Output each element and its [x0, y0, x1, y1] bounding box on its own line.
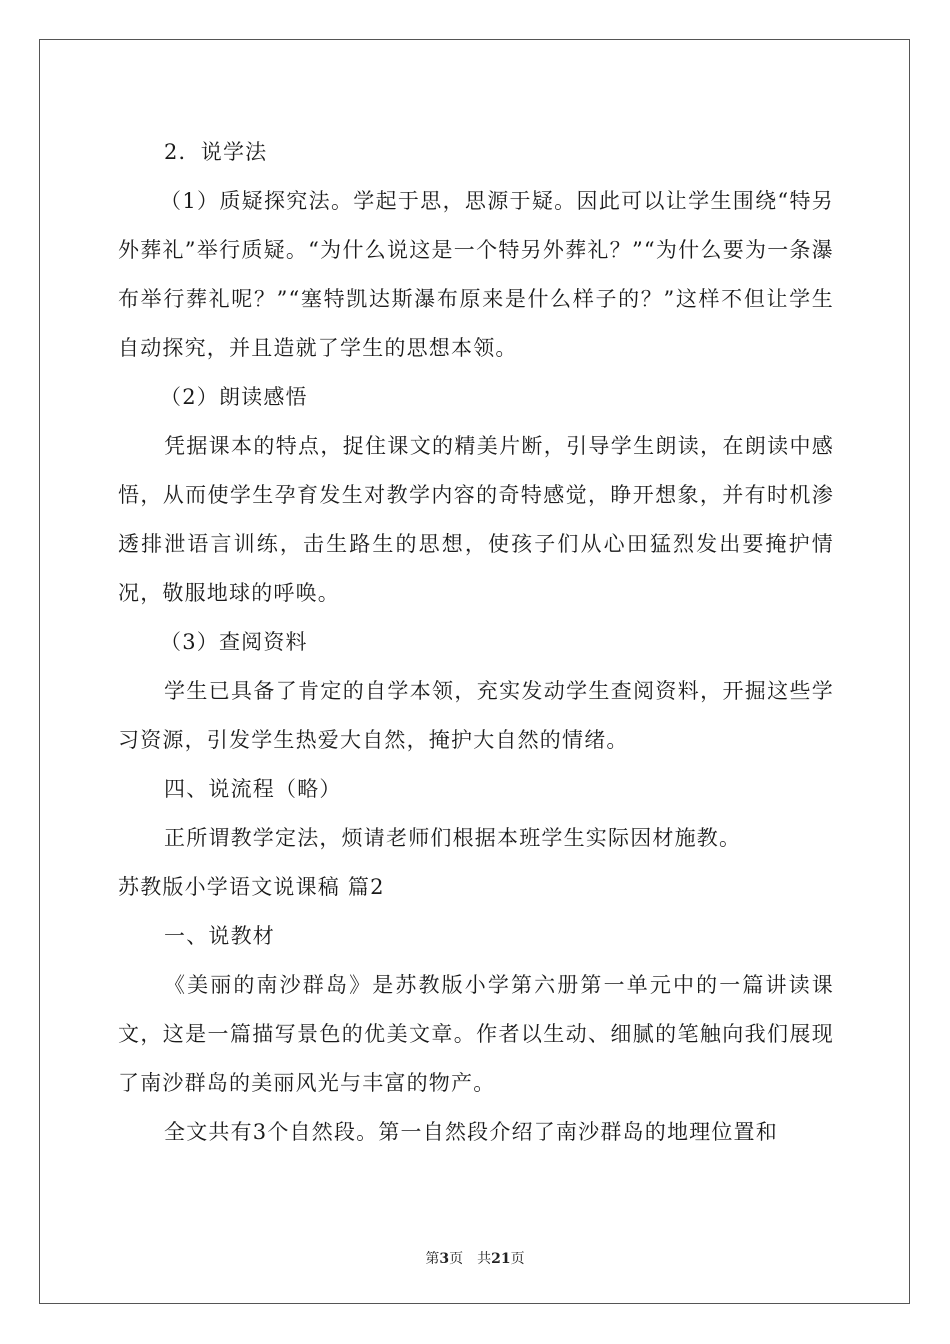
paragraph-closing: 正所谓教学定法，烦请老师们根据本班学生实际因材施教。 [164, 826, 742, 850]
section-heading-process: 四、说流程（略） [164, 777, 342, 801]
section-heading-textbook: 一、说教材 [164, 924, 275, 948]
paragraph-text-structure: 全文共有3个自然段。第一自然段介绍了南沙群岛的地理位置和 [164, 1120, 778, 1144]
article-title-part2: 苏教版小学语文说课稿 篇2 [118, 875, 385, 899]
paragraph-questioning-method: （1）质疑探究法。学起于思，思源于疑。因此可以让学生围绕“特另外葬礼”举行质疑。“为什么说这是一个特另外葬礼？”“为什么要为一条瀑布举行葬礼呢？”“塞特凯达斯瀑布原来是什么样子的？”这样不但让学生自动探究，并且造就了学生的思想本领。 [118, 189, 834, 360]
paragraph-reading: 凭据课本的特点，捉住课文的精美片断，引导学生朗读，在朗读中感悟，从而使学生孕育发生对教学内容的奇特感觉，睁开想象，并有时机渗透排泄语言训练，击生路生的思想，使孩子们从心田猛烈发出要掩护情况，敬服地球的呼唤。 [118, 434, 834, 605]
page-footer [0, 1248, 950, 1268]
footer-suffix: 页 [510, 1251, 525, 1267]
subheading-reading: （2）朗读感悟 [160, 385, 308, 409]
subheading-research: （3）查阅资料 [160, 630, 308, 654]
paragraph-textbook-intro: 《美丽的南沙群岛》是苏教版小学第六册第一单元中的一篇讲读课文，这是一篇描写景色的优美文章。作者以生动、细腻的笔触向我们展现了南沙群岛的美丽风光与丰富的物产。 [118, 973, 834, 1095]
paragraph-research: 学生已具备了肯定的自学本领，充实发动学生查阅资料，开掘这些学习资源，引发学生热爱大自然，掩护大自然的情绪。 [118, 679, 834, 752]
section-heading-study-method: 2．说学法 [164, 140, 268, 164]
footer-page-number: 3 [439, 1251, 450, 1267]
footer-mid: 页 共 [449, 1251, 492, 1267]
footer-total-pages: 21 [491, 1251, 511, 1267]
document-body [118, 128, 834, 1157]
footer-prefix: 第 [425, 1251, 440, 1267]
